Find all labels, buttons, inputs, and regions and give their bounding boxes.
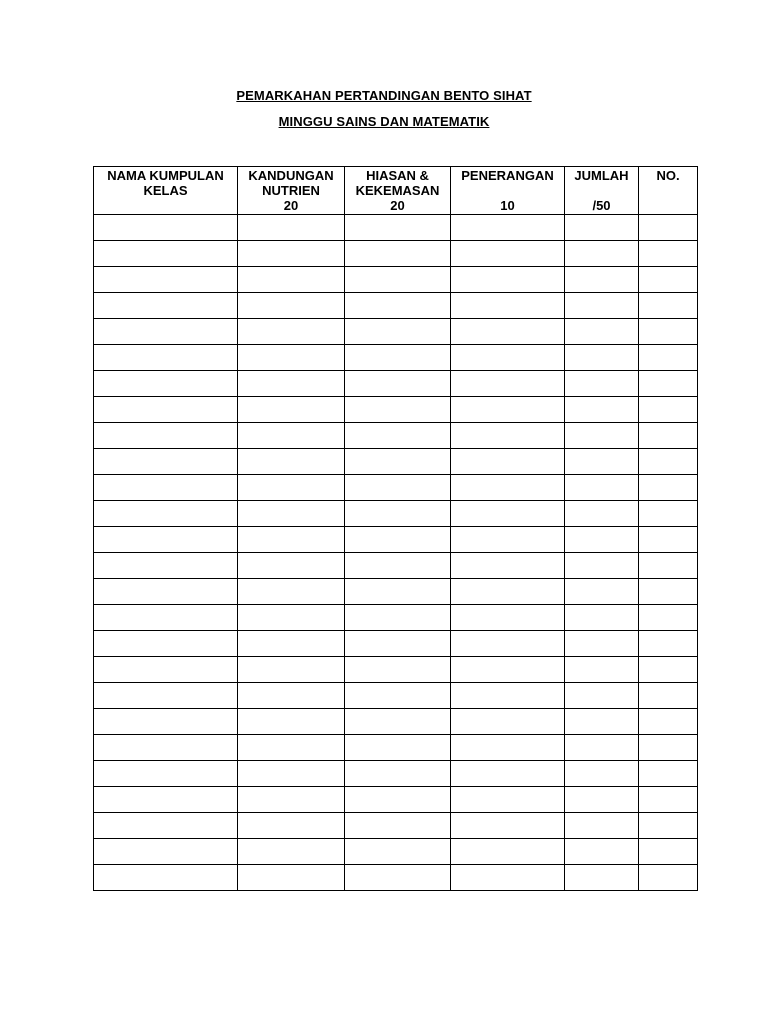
table-cell bbox=[238, 579, 345, 605]
table-cell bbox=[94, 423, 238, 449]
table-cell bbox=[451, 501, 565, 527]
table-row bbox=[94, 267, 698, 293]
table-cell bbox=[639, 865, 698, 891]
table-cell bbox=[639, 371, 698, 397]
table-row bbox=[94, 319, 698, 345]
table-cell bbox=[451, 865, 565, 891]
table-cell bbox=[345, 631, 451, 657]
table-cell bbox=[345, 605, 451, 631]
table-cell bbox=[345, 709, 451, 735]
table-cell bbox=[565, 657, 639, 683]
table-cell bbox=[345, 397, 451, 423]
table-cell bbox=[94, 319, 238, 345]
table-cell bbox=[451, 631, 565, 657]
table-cell bbox=[238, 293, 345, 319]
col-header-kandungan-nutrien: KANDUNGAN NUTRIEN 20 bbox=[238, 167, 345, 215]
table-cell bbox=[94, 735, 238, 761]
table-row bbox=[94, 501, 698, 527]
table-cell bbox=[238, 761, 345, 787]
table-cell bbox=[565, 345, 639, 371]
col-header-penerangan: PENERANGAN 10 bbox=[451, 167, 565, 215]
table-cell bbox=[639, 423, 698, 449]
table-cell bbox=[639, 631, 698, 657]
table-cell bbox=[238, 839, 345, 865]
table-cell bbox=[94, 605, 238, 631]
table-row bbox=[94, 241, 698, 267]
table-cell bbox=[639, 397, 698, 423]
table-cell bbox=[451, 449, 565, 475]
table-cell bbox=[94, 397, 238, 423]
table-cell bbox=[565, 787, 639, 813]
table-row bbox=[94, 761, 698, 787]
table-cell bbox=[94, 501, 238, 527]
table-cell bbox=[345, 553, 451, 579]
table-cell bbox=[238, 631, 345, 657]
table-cell bbox=[345, 501, 451, 527]
table-cell bbox=[94, 631, 238, 657]
table-cell bbox=[451, 397, 565, 423]
col-header-hiasan-kekemasan: HIASAN & KEKEMASAN 20 bbox=[345, 167, 451, 215]
table-row bbox=[94, 683, 698, 709]
table-cell bbox=[238, 241, 345, 267]
table-cell bbox=[565, 839, 639, 865]
table-cell bbox=[345, 371, 451, 397]
table-cell bbox=[238, 475, 345, 501]
table-cell bbox=[94, 449, 238, 475]
table-cell bbox=[94, 839, 238, 865]
table-cell bbox=[345, 449, 451, 475]
table-cell bbox=[639, 553, 698, 579]
document-subtitle: MINGGU SAINS DAN MATEMATIK bbox=[278, 114, 490, 129]
table-cell bbox=[451, 683, 565, 709]
table-cell bbox=[451, 813, 565, 839]
table-cell bbox=[451, 657, 565, 683]
table-cell bbox=[451, 735, 565, 761]
table-cell bbox=[238, 371, 345, 397]
table-cell bbox=[565, 865, 639, 891]
table-cell bbox=[94, 371, 238, 397]
table-cell bbox=[345, 787, 451, 813]
table-cell bbox=[565, 735, 639, 761]
table-cell bbox=[451, 527, 565, 553]
table-cell bbox=[94, 267, 238, 293]
table-cell bbox=[639, 787, 698, 813]
table-cell bbox=[94, 657, 238, 683]
table-cell bbox=[345, 735, 451, 761]
table-cell bbox=[451, 605, 565, 631]
table-cell bbox=[565, 631, 639, 657]
table-cell bbox=[565, 475, 639, 501]
table-cell bbox=[94, 579, 238, 605]
table-cell bbox=[345, 761, 451, 787]
table-cell bbox=[238, 709, 345, 735]
table-cell bbox=[565, 319, 639, 345]
table-cell bbox=[639, 215, 698, 241]
table-cell bbox=[94, 865, 238, 891]
table-row bbox=[94, 475, 698, 501]
table-cell bbox=[639, 501, 698, 527]
table-cell bbox=[238, 813, 345, 839]
table-cell bbox=[345, 813, 451, 839]
table-cell bbox=[565, 397, 639, 423]
table-cell bbox=[565, 371, 639, 397]
table-cell bbox=[238, 215, 345, 241]
table-cell bbox=[238, 657, 345, 683]
table-cell bbox=[639, 813, 698, 839]
table-cell bbox=[238, 683, 345, 709]
table-row bbox=[94, 423, 698, 449]
table-cell bbox=[345, 527, 451, 553]
table-cell bbox=[565, 423, 639, 449]
table-cell bbox=[451, 553, 565, 579]
table-cell bbox=[94, 813, 238, 839]
table-row bbox=[94, 579, 698, 605]
table-cell bbox=[345, 683, 451, 709]
table-cell bbox=[639, 839, 698, 865]
col-header-no: NO. bbox=[639, 167, 698, 215]
table-cell bbox=[238, 423, 345, 449]
table-cell bbox=[565, 241, 639, 267]
table-cell bbox=[345, 865, 451, 891]
table-cell bbox=[639, 293, 698, 319]
table-cell bbox=[639, 267, 698, 293]
table-row bbox=[94, 631, 698, 657]
table-cell bbox=[238, 787, 345, 813]
table-cell bbox=[639, 475, 698, 501]
table-cell bbox=[639, 527, 698, 553]
table-row bbox=[94, 397, 698, 423]
table-cell bbox=[565, 579, 639, 605]
table-cell bbox=[639, 605, 698, 631]
table-row bbox=[94, 787, 698, 813]
table-cell bbox=[238, 397, 345, 423]
table-cell bbox=[451, 371, 565, 397]
table-cell bbox=[639, 683, 698, 709]
table-row bbox=[94, 657, 698, 683]
table-row bbox=[94, 553, 698, 579]
table-cell bbox=[451, 293, 565, 319]
table-cell bbox=[565, 605, 639, 631]
table-row bbox=[94, 709, 698, 735]
table-cell bbox=[238, 345, 345, 371]
table-cell bbox=[94, 553, 238, 579]
table-cell bbox=[345, 345, 451, 371]
table-cell bbox=[451, 475, 565, 501]
table-cell bbox=[238, 319, 345, 345]
table-cell bbox=[238, 735, 345, 761]
table-cell bbox=[451, 319, 565, 345]
table-cell bbox=[451, 345, 565, 371]
score-table bbox=[93, 166, 698, 891]
header-row bbox=[94, 167, 698, 215]
table-cell bbox=[565, 527, 639, 553]
table-row bbox=[94, 865, 698, 891]
table-cell bbox=[451, 215, 565, 241]
table-cell bbox=[565, 761, 639, 787]
table-cell bbox=[639, 579, 698, 605]
table-cell bbox=[451, 787, 565, 813]
table-cell bbox=[94, 709, 238, 735]
table-cell bbox=[94, 345, 238, 371]
table-cell bbox=[345, 839, 451, 865]
table-row bbox=[94, 605, 698, 631]
table-cell bbox=[451, 709, 565, 735]
table-cell bbox=[238, 527, 345, 553]
table-cell bbox=[565, 267, 639, 293]
table-cell bbox=[565, 683, 639, 709]
table-row bbox=[94, 371, 698, 397]
table-cell bbox=[639, 241, 698, 267]
table-cell bbox=[238, 605, 345, 631]
table-cell bbox=[94, 215, 238, 241]
table-cell bbox=[94, 761, 238, 787]
table-cell bbox=[238, 553, 345, 579]
table-cell bbox=[238, 267, 345, 293]
table-cell bbox=[451, 423, 565, 449]
table-cell bbox=[94, 527, 238, 553]
table-cell bbox=[639, 761, 698, 787]
table-row bbox=[94, 735, 698, 761]
table-cell bbox=[639, 449, 698, 475]
table-cell bbox=[451, 267, 565, 293]
table-cell bbox=[345, 241, 451, 267]
table-cell bbox=[565, 553, 639, 579]
table-cell bbox=[639, 657, 698, 683]
table-cell bbox=[451, 839, 565, 865]
table-cell bbox=[94, 787, 238, 813]
table-cell bbox=[565, 293, 639, 319]
table-cell bbox=[94, 293, 238, 319]
table-cell bbox=[565, 709, 639, 735]
table-cell bbox=[639, 345, 698, 371]
table-cell bbox=[238, 501, 345, 527]
table-row bbox=[94, 293, 698, 319]
table-row bbox=[94, 345, 698, 371]
table-cell bbox=[345, 579, 451, 605]
table-cell bbox=[345, 319, 451, 345]
table-cell bbox=[451, 241, 565, 267]
table-cell bbox=[345, 215, 451, 241]
table-cell bbox=[565, 501, 639, 527]
table-cell bbox=[345, 475, 451, 501]
table-cell bbox=[345, 293, 451, 319]
table-cell bbox=[639, 709, 698, 735]
table-row bbox=[94, 449, 698, 475]
document-title: PEMARKAHAN PERTANDINGAN BENTO SIHAT bbox=[236, 88, 532, 103]
table-cell bbox=[639, 319, 698, 345]
table-row bbox=[94, 813, 698, 839]
table-cell bbox=[565, 215, 639, 241]
table-cell bbox=[639, 735, 698, 761]
table-cell bbox=[94, 475, 238, 501]
table-cell bbox=[451, 579, 565, 605]
col-header-jumlah: JUMLAH /50 bbox=[565, 167, 639, 215]
table-cell bbox=[565, 449, 639, 475]
table-row bbox=[94, 527, 698, 553]
score-table-body bbox=[94, 215, 698, 891]
table-cell bbox=[94, 241, 238, 267]
col-header-nama-kumpulan: NAMA KUMPULAN KELAS bbox=[94, 167, 238, 215]
table-cell bbox=[94, 683, 238, 709]
table-cell bbox=[565, 813, 639, 839]
table-cell bbox=[345, 267, 451, 293]
table-cell bbox=[238, 449, 345, 475]
table-cell bbox=[345, 423, 451, 449]
table-cell bbox=[345, 657, 451, 683]
table-row bbox=[94, 215, 698, 241]
table-cell bbox=[238, 865, 345, 891]
table-row bbox=[94, 839, 698, 865]
table-cell bbox=[451, 761, 565, 787]
